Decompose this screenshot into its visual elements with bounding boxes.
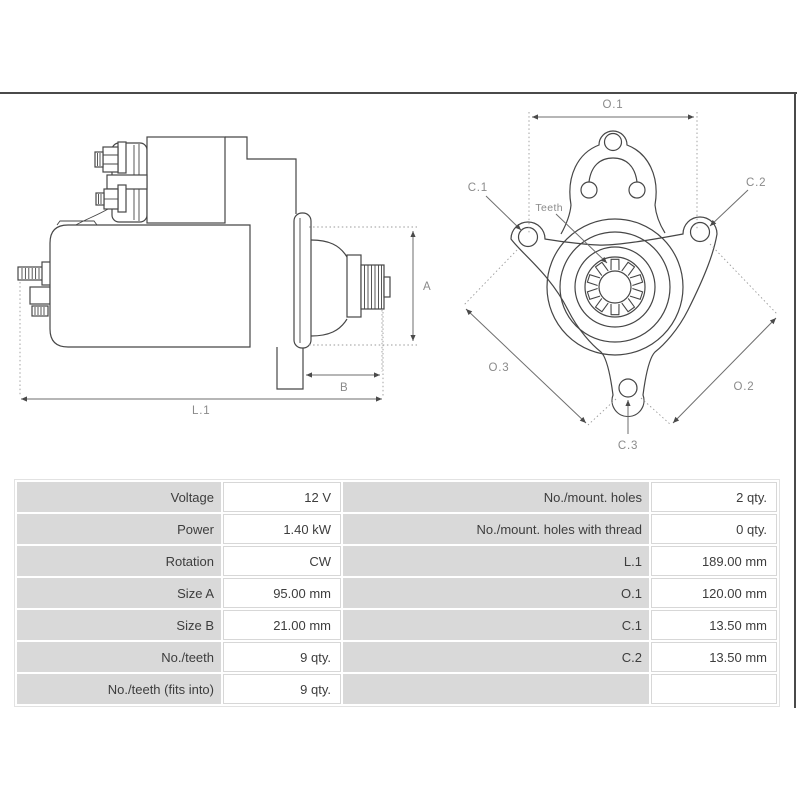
dim-label-l1: L.1 — [192, 405, 211, 417]
dim-label-a: A — [423, 281, 432, 293]
dim-line-o3 — [466, 309, 586, 423]
mount-hole-c2 — [691, 223, 710, 242]
dim-label-teeth: Teeth — [535, 202, 563, 214]
spec-label-cell: C.2 — [343, 642, 649, 672]
leader-c2 — [710, 190, 748, 226]
spec-label-cell: L.1 — [343, 546, 649, 576]
dim-label-c3: C.3 — [617, 440, 639, 452]
leader-c1 — [486, 196, 521, 230]
drive-cone-bottom — [311, 319, 347, 336]
mounting-foot — [277, 347, 303, 389]
side-view — [18, 137, 431, 417]
spec-value-cell: 0 qty. — [651, 514, 777, 544]
mount-hole-c3 — [619, 379, 637, 397]
spec-value-cell: 189.00 mm — [651, 546, 777, 576]
spec-value-cell: CW — [223, 546, 341, 576]
front-bracket — [225, 137, 296, 214]
spec-label-cell: Power — [17, 514, 221, 544]
spec-value-cell: 12 V — [223, 482, 341, 512]
dim-label-o3: O.3 — [488, 362, 510, 374]
spec-value-cell: 120.00 mm — [651, 578, 777, 608]
wire-line — [74, 209, 108, 226]
pinion-gear-side — [361, 265, 390, 309]
drive-cone-top — [311, 240, 347, 257]
pinion-hub — [347, 255, 361, 317]
spec-value-cell: 2 qty. — [651, 482, 777, 512]
spec-label-cell — [343, 674, 649, 704]
upper-terminal — [95, 142, 126, 173]
spec-value-cell — [651, 674, 777, 704]
spec-label-cell: No./mount. holes with thread — [343, 514, 649, 544]
spec-value-cell: 21.00 mm — [223, 610, 341, 640]
spec-value-cell: 1.40 kW — [223, 514, 341, 544]
spec-table — [14, 479, 780, 707]
dim-label-o2: O.2 — [733, 381, 755, 393]
motor-body — [50, 225, 250, 347]
spec-label-cell: No./mount. holes — [343, 482, 649, 512]
spec-label-cell: Size A — [17, 578, 221, 608]
dim-label-c1: C.1 — [467, 182, 488, 194]
spec-label-cell: No./teeth (fits into) — [17, 674, 221, 704]
front-view — [463, 99, 778, 452]
spec-label-cell: O.1 — [343, 578, 649, 608]
spec-label-cell: Voltage — [17, 482, 221, 512]
spec-value-cell: 13.50 mm — [651, 610, 777, 640]
dim-line-o2 — [673, 318, 776, 423]
dim-label-c2: C.2 — [746, 177, 767, 189]
spec-label-cell: Rotation — [17, 546, 221, 576]
technical-diagram — [0, 92, 797, 472]
spec-value-cell: 9 qty. — [223, 674, 341, 704]
mount-hole-c1 — [519, 228, 538, 247]
spec-label-cell: No./teeth — [17, 642, 221, 672]
spec-value-cell: 9 qty. — [223, 642, 341, 672]
bell-top-hole — [605, 134, 622, 151]
front-ring — [294, 213, 311, 348]
spec-value-cell: 13.50 mm — [651, 642, 777, 672]
dim-label-b: B — [340, 382, 349, 394]
dim-label-o1: O.1 — [602, 99, 624, 111]
spec-value-cell: 95.00 mm — [223, 578, 341, 608]
spec-label-cell: Size B — [17, 610, 221, 640]
bell-right-hole — [629, 182, 645, 198]
lower-terminal — [96, 185, 126, 212]
spec-label-cell: C.1 — [343, 610, 649, 640]
bell-left-hole — [581, 182, 597, 198]
rear-terminal-stud — [18, 262, 51, 316]
